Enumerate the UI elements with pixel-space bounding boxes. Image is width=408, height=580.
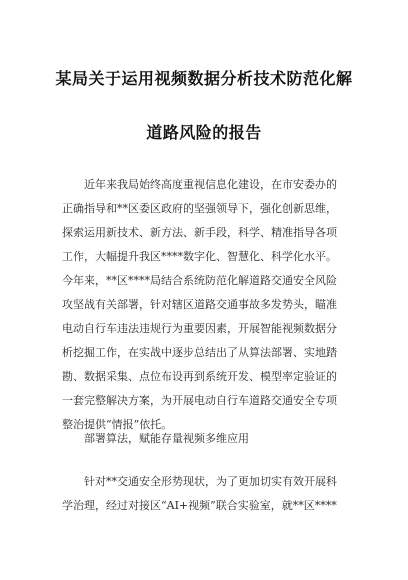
paragraph-1 xyxy=(62,173,350,437)
paragraph-line: 正确指导和**区委区政府的坚强领导下，强化创新思维， xyxy=(62,202,337,215)
paragraph-line: 一套完整解决方案，为开展电动自行车道路交通安全专项 xyxy=(62,394,337,407)
paragraph-line: 整治提供“情报”依托。 xyxy=(62,418,173,431)
paragraph-line: 析挖掘工作，在实战中逐步总结出了从算法部署、实地踏 xyxy=(62,346,337,359)
paragraph-line: 学治理，经过对接区“AI+视频”联合实验室，就**区**** xyxy=(62,499,337,512)
paragraph-line: 针对**交通安全形势现状，为了更加切实有效开展科 xyxy=(84,475,337,488)
paragraph-line: 探索运用新技术、新方法、新手段，科学、精准指导各项 xyxy=(62,226,337,239)
paragraph-line: 攻坚战有关部署，针对辖区道路交通事故多发势头，瞄准 xyxy=(62,298,337,311)
paragraph-line: 近年来我局始终高度重视信息化建设，在市安委办的 xyxy=(84,178,337,191)
paragraph-line: 勘、数据采集、点位布设再到系统开发、模型率定验证的 xyxy=(62,370,337,383)
document-title-line-2: 道路风险的报告 xyxy=(146,123,262,142)
section-heading: 部署算法，赋能存量视频多维应用 xyxy=(84,432,249,445)
paragraph-2 xyxy=(62,470,350,518)
paragraph-line: 电动自行车违法违规行为重要因素，开展智能视频数据分 xyxy=(62,322,337,335)
paragraph-line: 今年来，**区****局结合系统防范化解道路交通安全风险 xyxy=(62,274,337,287)
paragraph-line: 工作，大幅提升我区****数字化、智慧化、科学化水平。 xyxy=(62,250,337,263)
document-title-line-1: 某局关于运用视频数据分析技术防范化解 xyxy=(55,69,353,88)
